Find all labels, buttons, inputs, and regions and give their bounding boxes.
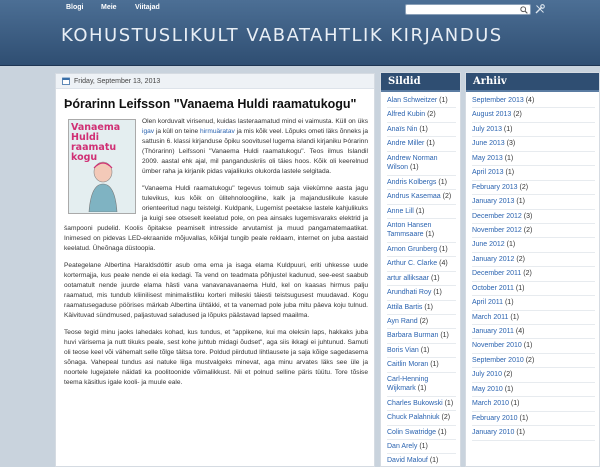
label-count: (1) <box>420 346 430 354</box>
archive-item <box>472 238 595 252</box>
site-title[interactable]: KOHUSTUSLIKULT VABATAHTLIK KIRJANDUS <box>61 25 503 46</box>
archive-count: (2) <box>503 371 513 379</box>
archive-item <box>472 253 595 267</box>
label-count: (2) <box>441 414 451 422</box>
archive-count: (2) <box>523 226 533 234</box>
label-count: (1) <box>409 164 419 172</box>
archive-item <box>472 296 595 310</box>
label-count: (1) <box>429 457 439 465</box>
archive-count: (2) <box>516 255 525 263</box>
archive-item <box>472 137 595 151</box>
archive-count: (1) <box>523 342 533 350</box>
calendar-icon <box>62 77 70 85</box>
archive-count: (1) <box>506 241 516 249</box>
post-paragraph-3: Peategelane Albertina Haraldsdóttir asub oma ema ja isaga elama Kuldpuuri, eriti uhkesse uude kortermajja, kus peale nende ei ela kedagi. Ta vend on teadmata põhjustel kadunud, see-eest saabub ootamatult nende juurde elama hästi vana vanavanavanaema Huld, kel on kaasas hirmus palju raamatud, mis tundub kliinilisest minimalistliku korteri milleski täiesti teistsugusest muudavad. Kogu raamatusegaduse pöörises märkab Albertina ühtäkki, et ta vanemad pole juba mitu päeva koju tulnud. Käivituvad sündmused, paljastuvad saladused ja lõpuks päästavad lapsed maailma. <box>64 262 368 320</box>
label-link[interactable]: Anaïs Nin <box>387 125 418 133</box>
label-count: (2) <box>419 318 429 325</box>
archive-link[interactable]: November 2010 <box>472 342 522 350</box>
label-link[interactable]: Andris Kolbergs <box>387 178 437 186</box>
archive-link[interactable]: June 2012 <box>472 241 505 249</box>
date-header <box>56 74 374 89</box>
archive-item <box>472 210 595 224</box>
archive-item <box>472 426 595 440</box>
archive-count: (1) <box>504 154 514 162</box>
label-link[interactable]: artur alliksaar <box>387 274 430 282</box>
label-item <box>387 373 456 397</box>
label-count: (2) <box>442 193 452 201</box>
label-item <box>387 152 456 176</box>
label-count: (1) <box>440 332 449 340</box>
archive-count: (2) <box>519 183 529 191</box>
archive-item <box>472 94 595 108</box>
label-link[interactable]: Arthur C. Clarke <box>387 260 438 268</box>
label-link[interactable]: Andrus Kasemaa <box>387 193 441 201</box>
archive-link[interactable]: January 2013 <box>472 198 515 206</box>
label-item <box>387 344 456 358</box>
label-link[interactable]: Colin Swatridge <box>387 428 437 436</box>
label-count: (1) <box>439 245 448 253</box>
archive-item <box>472 311 595 325</box>
label-link[interactable]: David Malouf <box>387 457 428 465</box>
label-count: (1) <box>439 97 448 104</box>
label-item <box>387 397 456 411</box>
archive-link[interactable]: August 2013 <box>472 111 512 119</box>
archive-link[interactable]: May 2010 <box>472 385 503 393</box>
archive-link[interactable]: April 2013 <box>472 169 504 177</box>
archive-link[interactable]: February 2010 <box>472 414 518 422</box>
label-link[interactable]: Alan Schweitzer <box>387 97 438 104</box>
label-link[interactable]: Alfred Kubin <box>387 111 426 119</box>
label-item <box>387 176 456 190</box>
archive-item <box>472 325 595 339</box>
archive-count: (1) <box>503 125 513 133</box>
nav-meie[interactable]: Meie <box>101 4 117 11</box>
post-paragraph-1: Olen korduvalt virisenud, kuidas lasteraamatud mind ei vaimusta. Küll on üks igav ja küll on teine hirmuäratav ja mis kõik veel. Lõpuks ometi läks õnneks ja sattusin 6. klassi kirjanduse õpiku soovitusel lugema islandi kirjaniku Þórarinn (Thórarinn) Leifssoni "Vanaema Huldi raamatukogu". Teos ilmus Islandil 2009. aastal ehk ajal, mil panganduskriis oli täies hoos. Kõik oli keerelnud ümber raha ja kirjanik pidas vajalikuks olukorda lastele selgitada. <box>142 118 368 176</box>
archive-count: (1) <box>510 313 519 321</box>
archive-count: (3) <box>506 140 516 148</box>
archive-item <box>472 123 595 137</box>
post-paragraph-4: Teose tegid minu jaoks lahedaks kohad, kus tundus, et "appikene, kui ma oleksin laps, hakkaks juba huvi värisema ja nutt tikuks peale, sest kohe juhtub midagi õudset", aga siis ikkagi ei juhtunud. Samuti oli teose keel või vähemalt selle tõlge täitsa tore. Poldud piirdutud lihtlausete ja saja kõige sagedasema sõnaga. Vahepeal tundus asi natuke liiga mustvalgeks minevat, aga minu arvates läks see üle ja noortele lugejatele näidati ka poolitoonide võimalikkust. Nii et polnud selline päris tüütu. Tore tõsise teema käsitlus igale kooli- ja muule eale. <box>64 329 368 387</box>
archive-link[interactable]: June 2013 <box>472 140 505 148</box>
archive-link[interactable]: May 2013 <box>472 154 503 162</box>
archive-count: (1) <box>504 299 514 307</box>
label-item <box>387 257 456 271</box>
archive-link[interactable]: March 2011 <box>472 313 509 321</box>
post-paragraph-2: "Vanaema Huldi raamatukogu" tegevus toimub saja viiekümne aasta jagu tulevikus, kus kõik on ülitehnoloogiline, kalk ja majanduslikule kasule orienteeritud nagu teistelgi. Kuldpank, Lugemist peetakse lastele kahjulikuks ja kuigi see otseselt keelatud pole, on pea ainsaks lugemisvaraks elektrid ja šampooni pudelid. Koolis õpitakse peamiselt intresside arvutamist ja muud pangamatemaatikat. Inimesed on pidevas LED-ekraanide mõjuvallas, kõikjal tungib peale reklaam, internet on juba aastaid keelatud. Üheõnaga düstoopia. <box>64 185 368 253</box>
archive-count: (3) <box>523 212 533 220</box>
archive-count: (4) <box>515 328 525 335</box>
post-title[interactable]: Þórarinn Leifsson "Vanaema Huldi raamatukogu" <box>64 97 357 111</box>
labels-widget <box>380 72 461 467</box>
archive-title: Arhiiv <box>466 73 599 92</box>
label-item <box>387 219 456 243</box>
archive-count: (1) <box>519 414 529 422</box>
archive-item <box>472 108 595 122</box>
post-date: Friday, September 13, 2013 <box>74 77 161 85</box>
archive-item <box>472 224 595 238</box>
search-icon[interactable] <box>520 6 528 14</box>
archive-item <box>472 397 595 411</box>
label-item <box>387 243 456 257</box>
label-link[interactable]: Dan Arely <box>387 442 418 450</box>
label-count: (1) <box>415 207 425 215</box>
label-count: (1) <box>430 361 439 369</box>
label-count: (1) <box>424 303 433 311</box>
archive-link[interactable]: September 2013 <box>472 97 524 104</box>
archive-item <box>472 354 595 368</box>
archive-link[interactable]: April 2011 <box>472 299 504 307</box>
label-item <box>387 329 456 343</box>
archive-item <box>472 195 595 209</box>
archive-link[interactable]: October 2011 <box>472 284 514 292</box>
archive-link[interactable]: December 2011 <box>472 270 522 278</box>
label-item <box>387 205 456 219</box>
archive-list <box>466 92 599 441</box>
archive-link[interactable]: September 2010 <box>472 356 524 364</box>
archive-link[interactable]: July 2013 <box>472 125 502 133</box>
label-item <box>387 123 456 137</box>
label-link[interactable]: Anton Hansen Tammsaare <box>387 221 432 239</box>
label-item <box>387 286 456 300</box>
label-count: (1) <box>419 442 428 450</box>
label-link[interactable]: Arundhati Roy <box>387 289 432 297</box>
label-count: (2) <box>427 111 436 119</box>
archive-link[interactable]: January 2012 <box>472 255 515 263</box>
archive-count: (1) <box>505 169 515 177</box>
archive-count: (1) <box>515 284 525 292</box>
archive-item <box>472 339 595 353</box>
label-link[interactable]: Arnon Grunberg <box>387 245 438 253</box>
archive-count: (2) <box>525 356 535 364</box>
nav-blogi[interactable]: Blogi <box>66 4 84 11</box>
archive-link[interactable]: July 2010 <box>472 371 502 379</box>
archive-item <box>472 267 595 281</box>
archive-item <box>472 368 595 382</box>
archive-link[interactable]: March 2010 <box>472 400 509 408</box>
archive-count: (4) <box>525 97 535 104</box>
cover-illustration <box>83 160 123 212</box>
label-link[interactable]: Carl-Henning Wijkmark <box>387 375 429 393</box>
label-count: (1) <box>430 274 440 282</box>
archive-link[interactable]: February 2013 <box>472 183 518 191</box>
label-item <box>387 137 456 151</box>
post-body <box>56 117 374 388</box>
label-link[interactable]: Anne Lill <box>387 207 414 215</box>
label-link[interactable]: Andrew Norman Wilson <box>387 154 438 172</box>
label-item <box>387 440 456 454</box>
tools-icon[interactable] <box>535 4 545 14</box>
blog-header <box>0 0 600 66</box>
label-item <box>387 301 456 315</box>
label-item <box>387 272 456 286</box>
label-link[interactable]: Charles Bukowski <box>387 399 443 407</box>
label-link[interactable]: Attila Bartis <box>387 303 423 311</box>
archive-item <box>472 166 595 180</box>
link-igav[interactable]: igav <box>142 128 155 136</box>
label-count: (1) <box>444 399 454 407</box>
book-cover-image[interactable] <box>68 119 136 214</box>
archive-count: (2) <box>523 270 532 278</box>
archive-count: (1) <box>504 385 514 393</box>
nav-viitajad[interactable]: Viitajad <box>135 4 160 11</box>
archive-count: (1) <box>510 400 520 408</box>
label-link[interactable]: Barbara Burman <box>387 332 439 340</box>
archive-link[interactable]: December 2012 <box>472 212 522 220</box>
label-link[interactable]: Caitlin Moran <box>387 361 429 369</box>
label-link[interactable]: Ayn Rand <box>387 318 418 325</box>
archive-count: (1) <box>516 429 525 437</box>
archive-widget <box>465 72 600 467</box>
archive-link[interactable]: January 2011 <box>472 328 514 335</box>
label-link[interactable]: Chuck Palahniuk <box>387 414 440 422</box>
label-item <box>387 108 456 122</box>
label-count: (1) <box>419 125 428 133</box>
label-count: (1) <box>438 178 447 186</box>
archive-item <box>472 383 595 397</box>
label-item <box>387 426 456 440</box>
book-cover-title: Vanaema Huldi raamatu kogu <box>71 122 121 163</box>
label-count: (1) <box>417 385 427 393</box>
label-item <box>387 454 456 467</box>
archive-item <box>472 282 595 296</box>
link-hirmuaratav[interactable]: hirmuäratav <box>200 128 235 136</box>
label-link[interactable]: Boris Vian <box>387 346 419 354</box>
archive-link[interactable]: November 2012 <box>472 226 522 234</box>
labels-list <box>381 92 460 467</box>
archive-link[interactable]: January 2010 <box>472 429 515 437</box>
archive-count: (1) <box>516 198 525 206</box>
label-count: (1) <box>437 428 447 436</box>
archive-item <box>472 152 595 166</box>
label-item <box>387 190 456 204</box>
label-count: (1) <box>426 140 435 148</box>
label-count: (1) <box>425 231 435 239</box>
post-column <box>55 73 375 467</box>
archive-item <box>472 181 595 195</box>
archive-item <box>472 412 595 426</box>
label-item <box>387 358 456 372</box>
labels-title: Sildid <box>381 73 460 92</box>
archive-count: (2) <box>513 111 522 119</box>
label-item <box>387 411 456 425</box>
search-input[interactable] <box>405 4 531 15</box>
label-item <box>387 315 456 329</box>
label-link[interactable]: Andre Miller <box>387 140 425 148</box>
label-item <box>387 94 456 108</box>
label-count: (1) <box>433 289 442 297</box>
label-count: (4) <box>439 260 448 268</box>
